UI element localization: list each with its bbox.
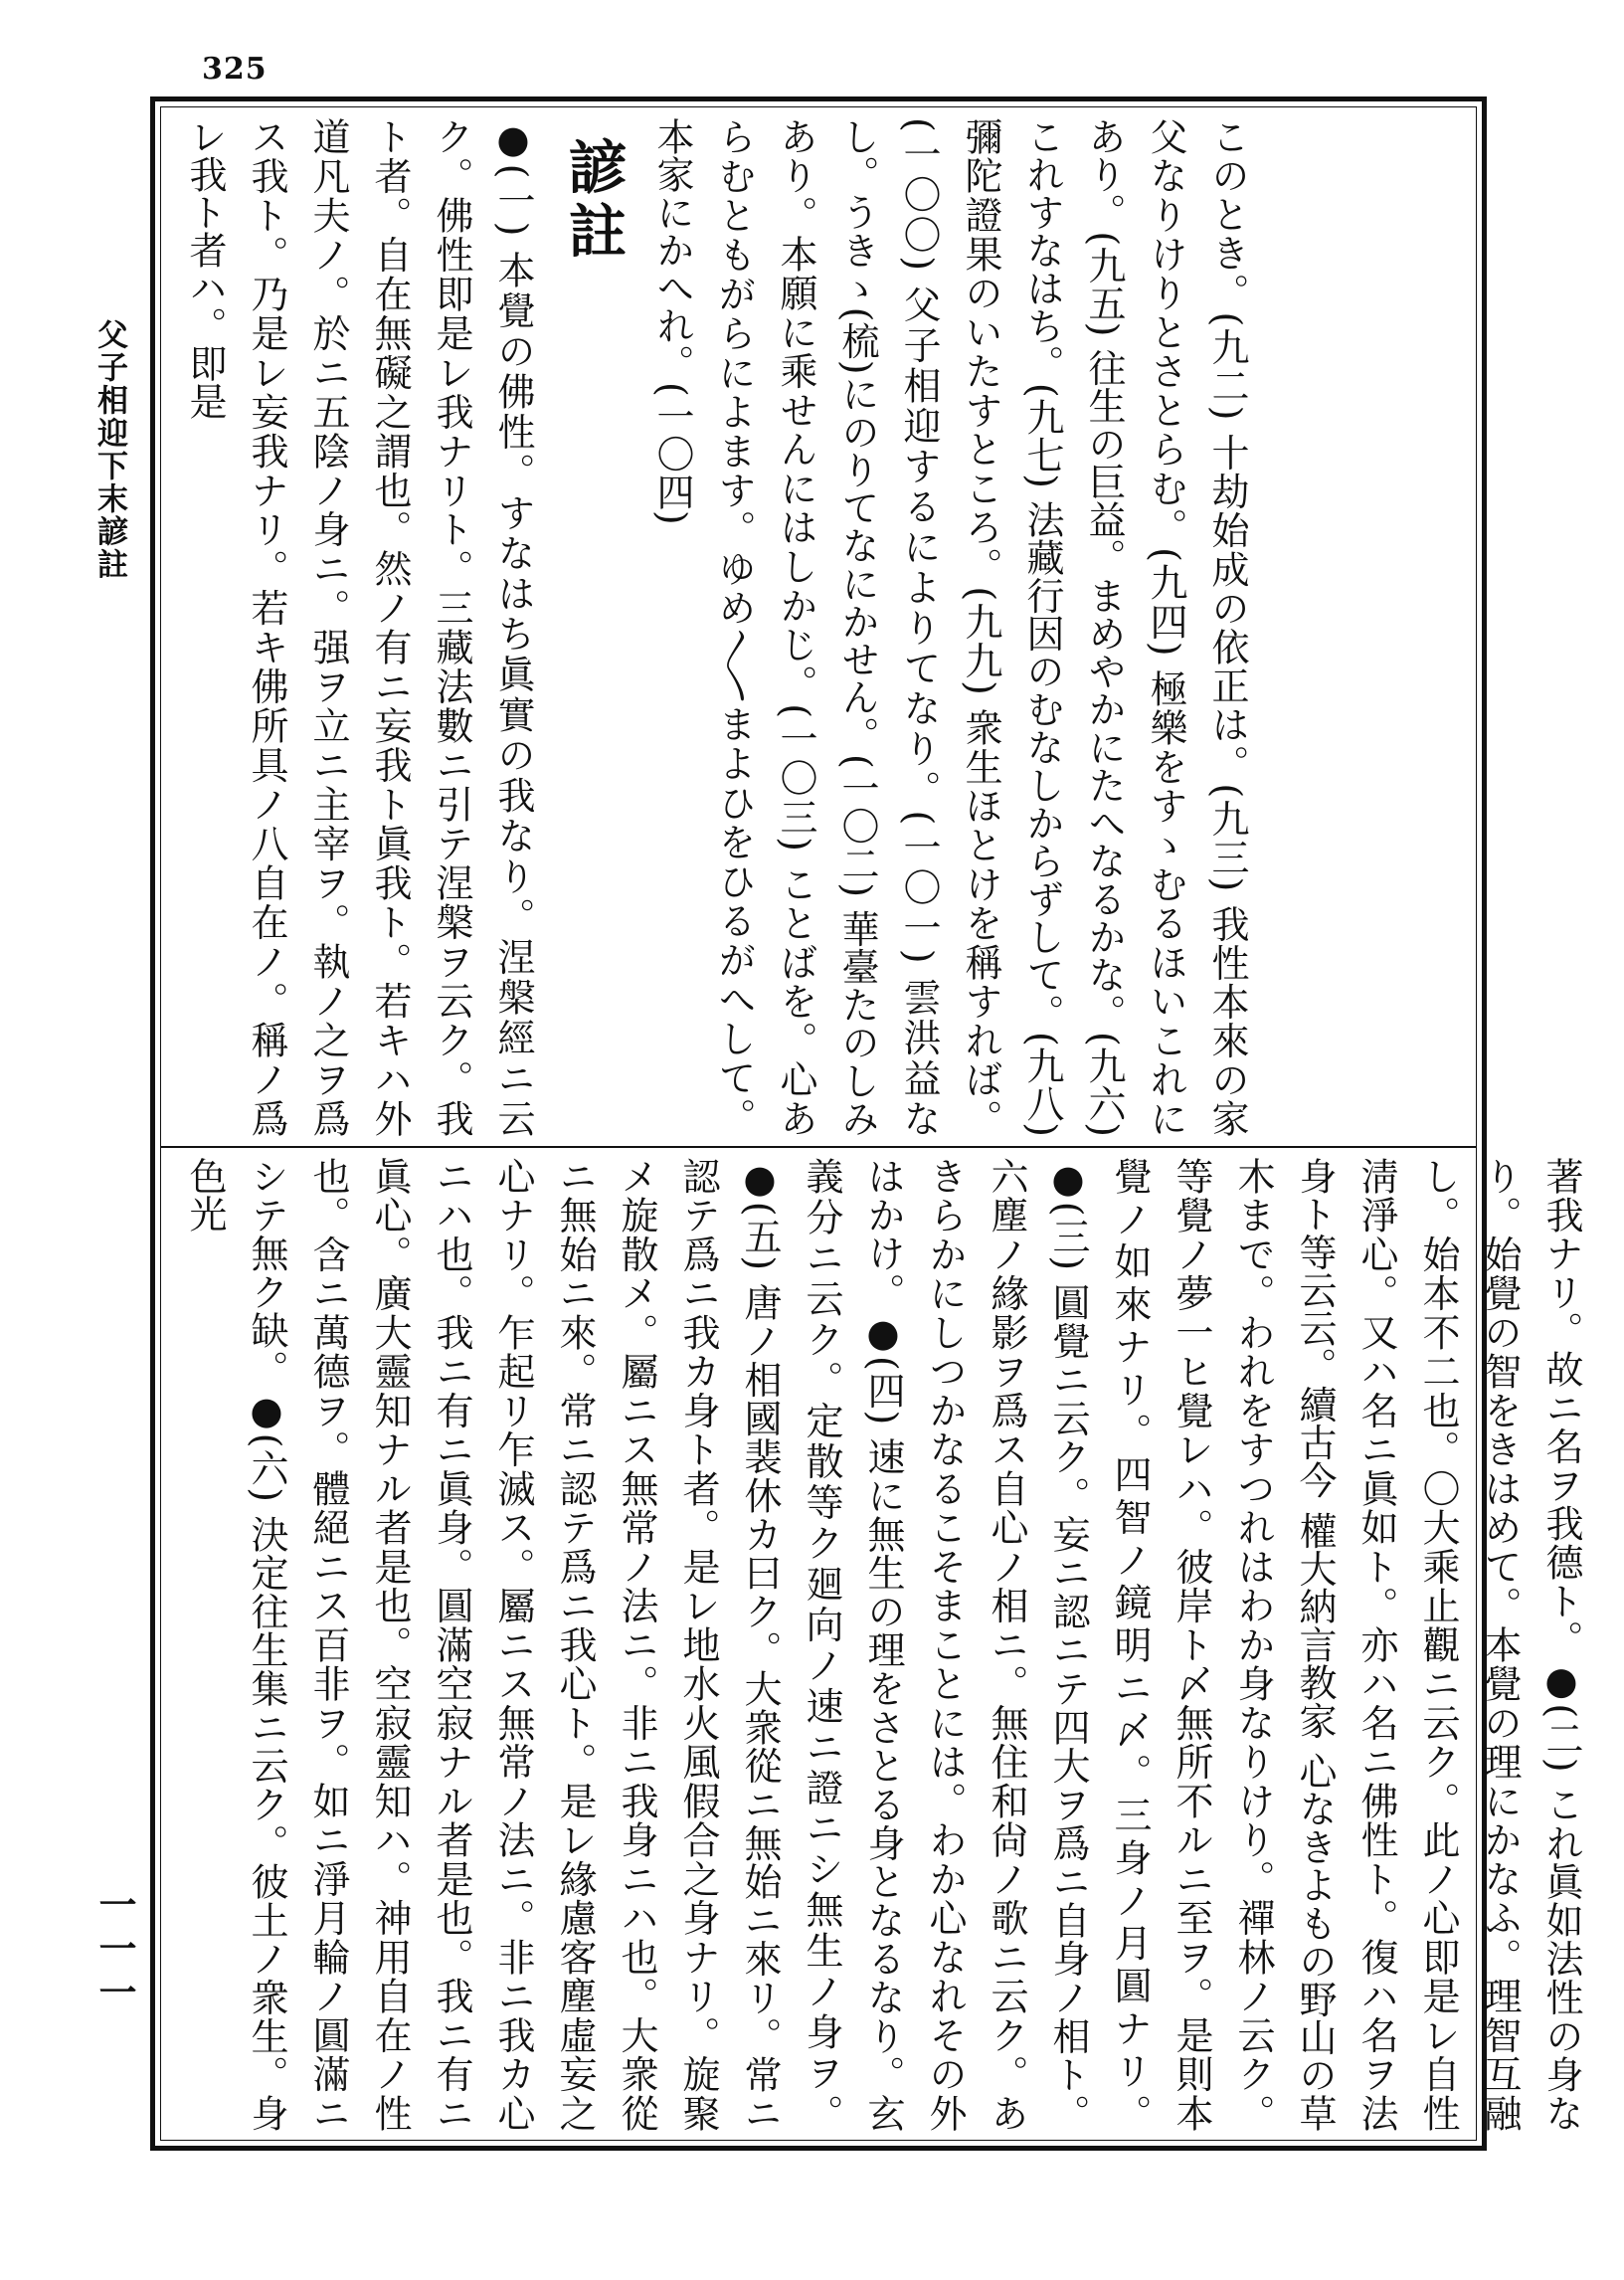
bottom-panel	[174, 1157, 1583, 2133]
top-panel	[174, 117, 1467, 1137]
note-1: ●(一) 本覺の佛性。すなはち眞實の我なり。涅槃經ニ云ク。佛性即是レ我ナリト。三藏法數ニ引テ涅槃ヲ云ク。我ト者。自在無礙之謂也。然ノ有ニ妄我ト眞我ト。若キハ外道凡夫ノ。於ニ五陰ノ身ニ。强ヲ立ニ主宰ヲ。執ノ之ヲ爲ス我ト。乃是レ妄我ナリ。若キ佛所具ノ八自在ノ。稱ノ爲レ我ト者ハ。即是	[183, 117, 535, 1137]
bottom-vertical-text	[174, 1157, 1592, 2132]
notes-text: 著我ナリ。故ニ名ヲ我德ト。●(二) これ眞如法性の身なり。始覺の智をきはめて。本覺の理にかなふ。理智互融し。始本不二也。〇大乘止觀ニ云ク。此ノ心即是レ自性淸淨心。又ハ名ニ眞如ト。亦ハ名ニ佛性ト。復ハ名ヲ法身ト等云云。續古今 權大納言教家 心なきよもの野山の草木まで。われをすつれはわか身なりけり。禪林ノ云ク。等覺ノ夢一ヒ覺レハ。彼岸ト〆無所不ルニ至ヲ。是則本覺ノ如來ナリ。四智ノ鏡明ニ〆。三身ノ月圓ナリ。●(三) 圓覺ニ云ク。妄ニ認ニテ四大ヲ爲ニ自身ノ相ト。六塵ノ緣影ヲ爲ス自心ノ相ニ。無住和尙ノ歌ニ云ク。あきらかにしつかなるこそまことには。わか心なれその外はかけ。●(四) 速に無生の理をさとる身となるなり。玄義分ニ云ク。定散等ク廻向ノ速ニ證ニシ無生ノ身ヲ。●(五) 唐ノ相國裴休カ曰ク。大衆從ニ無始ニ來リ。常ニ認テ爲ニ我カ身ト者。是レ地水火風假合之身ナリ。旋聚メ旋散メ。屬ニス無常ノ法ニ。非ニ我身ニハ也。大衆從ニ無始ニ來。常ニ認テ爲ニ我心ト。是レ緣慮客塵虛妄之心ナリ。乍起リ乍滅ス。屬ニス無常ノ法ニ。非ニ我カ心ニハ也。我ニ有ニ眞身。圓滿空寂ナル者是也。我ニ有ニ眞心。廣大靈知ナル者是也。空寂靈知ハ。神用自在ノ性也。含ニ萬德ヲ。體絕ニス百非ヲ。如ニ淨月輪ノ圓滿ニシテ無ク缺。●(六) 決定往生集ニ云ク。彼土ノ衆生。身色光	[183, 1157, 1583, 2133]
page-number: 325	[202, 52, 268, 87]
main-text: このとき。(九二) 十劫始成の依正は。(九三) 我性本來の家父なりけりとさとらむ。(九四) 極樂をすゝむるほいこれにあり。(九五) 往生の巨益。まめやかにたへなるかな。(九六) これすなはち。(九七) 法藏行因のむなしからずして。(九八) 彌陀證果のいたすところ。(九九) 衆生ほとけを稱すれば。(一〇〇) 父子相迎するによりてなり。(一〇一) 雲洪益なし。うきゝ(梳)にのりてなにかせん。(一〇二) 華臺たのしみあり。本願に乘せんにはしかじ。(一〇三) ことばを。心あらむともがらによます。ゆめ〳〵まよひをひるがへして。本家にかへれ。(一〇四)	[650, 117, 1249, 1137]
top-vertical-text	[174, 117, 1258, 1137]
heading: 諺註	[559, 137, 627, 265]
panel-divider	[160, 1146, 1477, 1148]
folio: 一一一	[92, 1885, 137, 2016]
running-header: 父子相迎下末諺註	[91, 318, 127, 581]
